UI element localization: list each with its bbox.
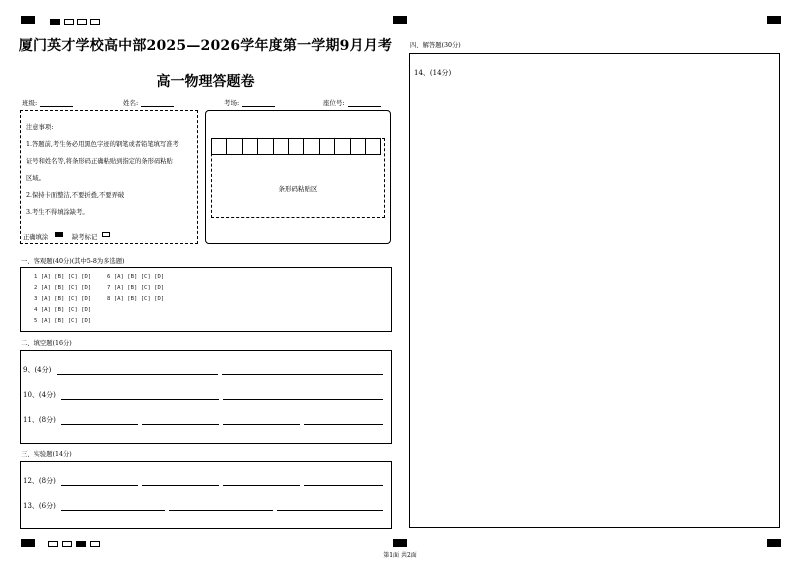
- exam-number-cell[interactable]: [303, 138, 319, 155]
- bottom-right-marker: [767, 539, 781, 547]
- section4-answer-box[interactable]: [409, 53, 780, 528]
- page-code-mark: [50, 19, 60, 25]
- page-code-mark: [90, 19, 100, 25]
- section1-title: 一、客观题(40分)(其中5-8为多选题): [21, 258, 125, 265]
- section4-title: 四、解答题(30分): [410, 42, 461, 49]
- q11-blank[interactable]: [223, 424, 300, 425]
- question-row[interactable]: [107, 285, 164, 291]
- seat-number-label: 座位号:: [323, 99, 345, 107]
- q13-label: 13、(6分): [23, 502, 56, 510]
- page-number: 第1面 共2面: [383, 552, 417, 559]
- page-code-mark: [90, 541, 100, 547]
- exam-subtitle: 高一物理答题卷: [156, 74, 255, 90]
- absent-mark-label: 缺考标记: [72, 234, 98, 241]
- question-row[interactable]: [34, 274, 91, 280]
- exam-room-field[interactable]: [224, 98, 275, 107]
- exam-number-cell[interactable]: [211, 138, 227, 155]
- page-code-mark: [62, 541, 72, 547]
- exam-number-cell[interactable]: [257, 138, 273, 155]
- notice-line: 区域。: [26, 175, 45, 182]
- barcode-label: 条形码粘贴区: [278, 185, 318, 193]
- q12-blank[interactable]: [142, 485, 219, 486]
- question-options[interactable]: [A] [B] [C] [D]: [40, 296, 92, 302]
- q9-blank[interactable]: [57, 374, 218, 375]
- top-left-marker: [21, 16, 35, 24]
- q12-blank[interactable]: [304, 485, 383, 486]
- q13-blank[interactable]: [169, 510, 273, 511]
- question-options[interactable]: [A] [B] [C] [D]: [40, 307, 92, 313]
- q10-label: 10、(4分): [23, 391, 56, 399]
- exam-number-cell[interactable]: [319, 138, 335, 155]
- section2-title: 二、填空题(16分): [21, 340, 72, 347]
- exam-number-cell[interactable]: [365, 138, 381, 155]
- question-options[interactable]: [A] [B] [C] [D]: [113, 274, 165, 280]
- correct-fill-sample: [55, 232, 63, 237]
- exam-number-cell[interactable]: [288, 138, 304, 155]
- question-options[interactable]: [A] [B] [C] [D]: [40, 285, 92, 291]
- bottom-center-marker: [393, 539, 407, 547]
- exam-number-cell[interactable]: [226, 138, 242, 155]
- section2-box: [20, 350, 392, 444]
- question-number: 2: [34, 285, 38, 291]
- q11-blank[interactable]: [304, 424, 383, 425]
- class-blank[interactable]: [40, 100, 73, 107]
- top-right-marker: [767, 16, 781, 24]
- page-code-mark: [77, 19, 87, 25]
- notice-title: 注意事项:: [26, 124, 54, 131]
- exam-number-cells: [211, 138, 380, 155]
- question-number: 5: [34, 318, 38, 324]
- exam-number-cell[interactable]: [242, 138, 258, 155]
- q9-label: 9、(4分): [23, 366, 52, 374]
- barcode-area: [205, 110, 391, 244]
- bottom-left-marker: [21, 539, 35, 547]
- question-options[interactable]: [A] [B] [C] [D]: [113, 296, 165, 302]
- question-row[interactable]: [34, 285, 91, 291]
- q11-label: 11、(8分): [23, 416, 56, 424]
- q11-blank[interactable]: [142, 424, 219, 425]
- class-label: 班级:: [22, 99, 38, 107]
- page-code-mark: [48, 541, 58, 547]
- question-number: 8: [107, 296, 111, 302]
- question-row[interactable]: [107, 274, 164, 280]
- question-number: 6: [107, 274, 111, 280]
- question-number: 1: [34, 274, 38, 280]
- notice-box: [20, 110, 198, 244]
- q11-blank[interactable]: [61, 424, 138, 425]
- notice-line: 3.考生不得填涂缺考。: [26, 209, 89, 216]
- exam-number-cell[interactable]: [350, 138, 366, 155]
- q12-blank[interactable]: [61, 485, 138, 486]
- question-row[interactable]: [34, 296, 91, 302]
- name-field[interactable]: [123, 98, 174, 107]
- exam-room-blank[interactable]: [242, 100, 275, 107]
- q9-blank[interactable]: [222, 374, 383, 375]
- notice-line: 证号和姓名等,将条形码正确粘贴到指定的条形码粘贴: [26, 158, 173, 165]
- section3-title: 三、实验题(14分): [21, 451, 72, 458]
- page-code-mark: [64, 19, 74, 25]
- q10-blank[interactable]: [223, 399, 383, 400]
- q14-label: 14、(14分): [414, 69, 452, 77]
- section3-box: [20, 461, 392, 529]
- notice-line: 1.答题前,考生务必用黑色字迹的钢笔或者铅笔填写准考: [26, 141, 179, 148]
- seat-number-blank[interactable]: [348, 100, 381, 107]
- absent-mark-box[interactable]: [102, 232, 110, 237]
- q13-blank[interactable]: [61, 510, 165, 511]
- exam-room-label: 考场:: [224, 99, 240, 107]
- q10-blank[interactable]: [61, 399, 219, 400]
- exam-title: 厦门英才学校高中部2025—2026学年度第一学期9月月考: [18, 38, 393, 54]
- seat-number-field[interactable]: [323, 98, 381, 107]
- question-options[interactable]: [A] [B] [C] [D]: [113, 285, 165, 291]
- q12-blank[interactable]: [223, 485, 300, 486]
- top-center-marker: [393, 16, 407, 24]
- name-label: 姓名:: [123, 99, 139, 107]
- question-row[interactable]: [107, 296, 164, 302]
- page-code-mark: [76, 541, 86, 547]
- question-number: 3: [34, 296, 38, 302]
- exam-number-cell[interactable]: [273, 138, 289, 155]
- question-number: 4: [34, 307, 38, 313]
- question-row[interactable]: [34, 307, 91, 313]
- exam-number-cell[interactable]: [334, 138, 350, 155]
- name-blank[interactable]: [141, 100, 174, 107]
- correct-fill-label: 正确填涂: [23, 234, 49, 241]
- question-options[interactable]: [A] [B] [C] [D]: [40, 318, 92, 324]
- notice-line: 2.保持卡面整洁,不要折叠,不要弄破: [26, 192, 125, 199]
- q13-blank[interactable]: [277, 510, 383, 511]
- q12-label: 12、(8分): [23, 477, 56, 485]
- question-number: 7: [107, 285, 111, 291]
- question-row[interactable]: [34, 318, 91, 324]
- class-field[interactable]: [22, 98, 73, 107]
- question-options[interactable]: [A] [B] [C] [D]: [40, 274, 92, 280]
